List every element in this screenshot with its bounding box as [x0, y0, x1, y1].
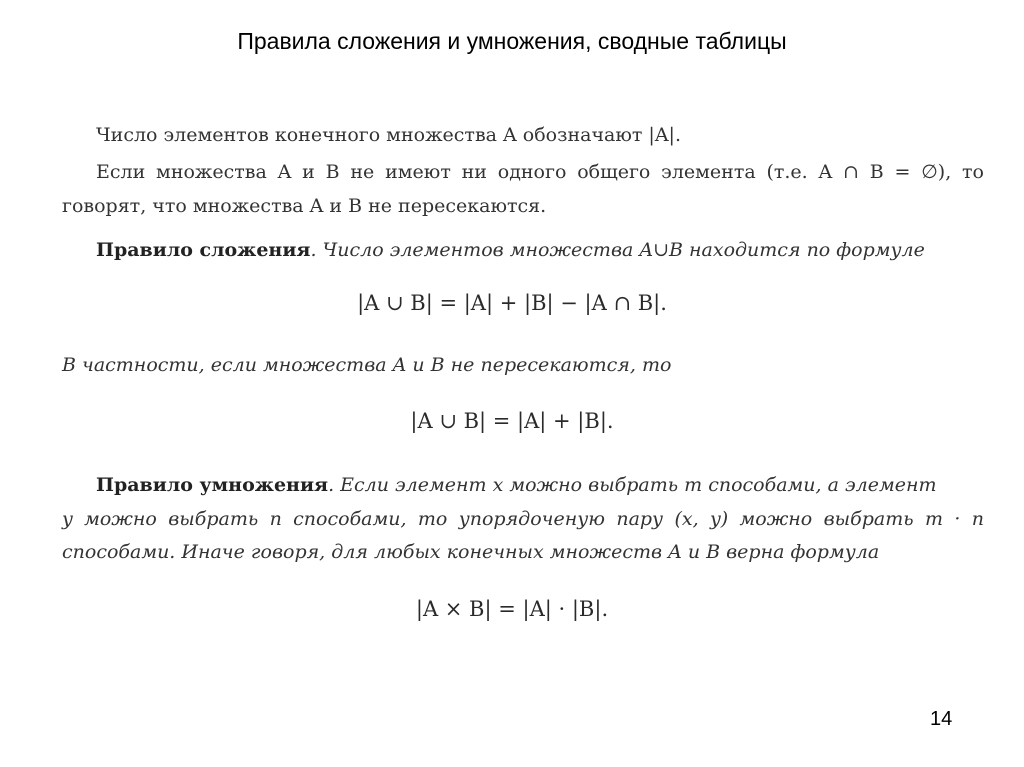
multiplication-formula: |A × B| = |A| · |B|. [415, 597, 609, 621]
addition-formula: |A ∪ B| = |A| + |B| − |A ∩ B|. [357, 291, 667, 315]
addition-rule-heading: Правило сложения [96, 239, 311, 261]
multiplication-rule-line2: y можно выбрать n способами, то упорядоченую пару (x, y) можно выбрать m · n [62, 508, 984, 530]
paragraph-set-size: Число элементов конечного множества A обозначают |A|. [96, 124, 681, 146]
page-number: 14 [930, 708, 953, 730]
slide-title: Правила сложения и умножения, сводные таблицы [237, 28, 787, 54]
paragraph-disjoint-line2: говорят, что множества A и B не пересекаются. [62, 195, 547, 217]
multiplication-rule-text: . Если элемент x можно выбрать m способами, а элемент [328, 474, 937, 496]
addition-rule-statement [96, 239, 925, 261]
addition-rule-text: . Число элементов множества A∪B находится по формуле [310, 239, 925, 261]
paragraph-disjoint-line1: Если множества A и B не имеют ни одного общего элемента (т.е. A ∩ B = ∅), то [96, 161, 984, 183]
addition-special-formula: |A ∪ B| = |A| + |B|. [410, 409, 614, 433]
multiplication-rule-line1 [96, 474, 936, 496]
addition-special-case: В частности, если множества A и B не пересекаются, то [62, 354, 672, 376]
multiplication-rule-heading: Правило умножения [96, 474, 329, 496]
multiplication-rule-line3: способами. Иначе говоря, для любых конечных множеств A и B верна формула [62, 541, 880, 563]
